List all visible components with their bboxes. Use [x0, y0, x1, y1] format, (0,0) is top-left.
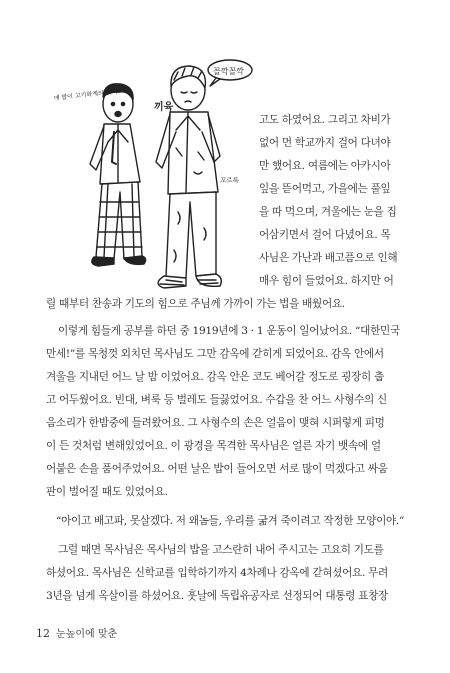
text-line: 3년을 넘게 옥살이를 하셨어요. 훗날에 독립유공자로 선정되어 대통령 표창장: [46, 590, 388, 602]
paragraph-start: 그럴 때면 목사님은 목사님의 밥을 고스란히 내어 주시고는 고요히 기도를: [58, 544, 384, 556]
page-number: 12: [36, 627, 50, 640]
text-line: 없어 먼 학교까지 걸어 다녀야: [259, 137, 391, 149]
text-line: 을 따 먹으며, 겨울에는 눈을 집: [259, 206, 397, 218]
shout-text: 꼴깍꼴깍: [213, 67, 244, 76]
text-line: 사님은 가난과 배고픔으로 인해: [259, 252, 398, 264]
text-line: 릴 때부터 찬송과 기도의 힘으로 주님께 가까이 가는 법을 배웠어요.: [46, 298, 345, 310]
text-line: 매우 힘이 들었어요. 하지만 어: [259, 275, 394, 287]
text-line: 이 든 것처럼 변해있었어요. 이 광경을 목격한 목사님은 얼른 자기 뱃속에 얼: [46, 440, 381, 452]
text-line: 판이 벌어질 때도 있었어요.: [46, 486, 168, 498]
side-caption-text: 얘 밥이 고기화계의 있어요: [53, 87, 124, 102]
paragraph-start: 이렇게 힘들게 공부를 하던 중 1919년에 3 · 1 운동이 일어났어요. “대한민국: [58, 325, 400, 337]
text-line: 고도 하였어요. 그리고 차비가: [259, 114, 391, 126]
text-line: 어붙은 손을 품어주었어요. 어떤 날은 밥이 들어오면 서로 많이 먹겠다고 싸움: [46, 463, 388, 475]
illustration: [48, 52, 256, 292]
quote-line: “아이고 배고파, 못살겠다. 저 왜놈들, 우리를 굶겨 죽이려고 작정한 모양이야.”: [56, 515, 405, 527]
text-line: 음소리가 한밤중에 들려왔어요. 그 사형수의 손은 얼음이 맺혀 시퍼렇게 피멍: [46, 417, 385, 429]
boy-right-figure: [156, 66, 221, 288]
speech-bubble-top: [208, 60, 252, 86]
book-title: 눈높이에 맞춘: [56, 629, 118, 640]
sound-effect-text: 끼육: [154, 102, 174, 113]
text-line: 만 했어요. 여름에는 아카시아: [259, 160, 391, 172]
text-line: 만세!”를 목청껏 외치던 목사님도 그만 감옥에 갇히게 되었어요. 감옥 안에서: [46, 348, 384, 360]
stomach-sound-text: 꼬르륵: [220, 176, 239, 184]
text-line: 잎을 뜯어먹고, 가을에는 풀잎: [259, 183, 391, 195]
text-line: 겨울을 지내던 어느 날 밤 이었어요. 감옥 안은 코도 베어갈 정도로 굉장히 춥: [46, 371, 384, 383]
text-line: 하셨어요. 목사님은 신학교를 입학하기까지 4차례나 감옥에 갇혀셨어요. 무려: [46, 567, 388, 579]
text-line: 어삼키면서 걸어 다녔어요. 목: [259, 229, 391, 241]
page-footer: [36, 625, 117, 640]
boy-left-figure: [90, 84, 146, 266]
text-line: 고 어두웠어요. 빈대, 벼룩 등 벌레도 들끓었어요. 수갑을 찬 어느 사형수의 신: [46, 394, 387, 406]
